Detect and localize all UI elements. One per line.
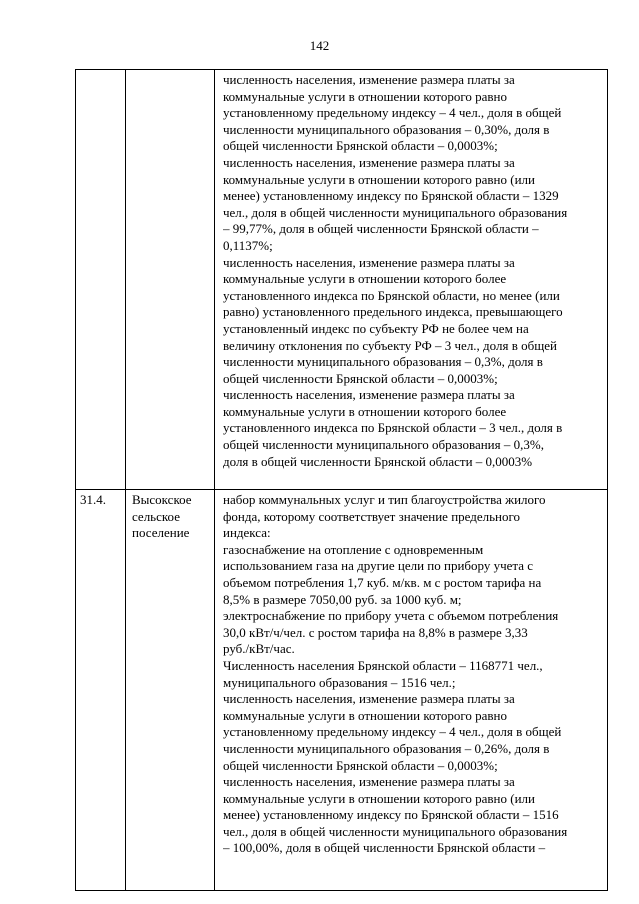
text-line: индекса: [223,525,271,541]
text-line: коммунальные услуги в отношении которого равно [223,88,508,104]
text-line: электроснабжение по прибору учета с объемом потребления [223,608,559,624]
text-line: коммунальные услуги в отношении которого более [223,271,507,287]
text-line: общей численности муниципального образования – 0,3%, [223,437,544,453]
text-line: равно) установленного предельного индекса, превышающего [223,304,563,320]
text-line: фонда, которому соответствует значение предельного [223,508,521,524]
text-line: коммунальные услуги в отношении которого равно [223,707,508,723]
text-line: газоснабжение на отопление с одновременным [223,541,484,557]
row-number-cell [76,70,126,490]
text-line: величину отклонения по субъекту РФ – 3 чел., доля в общей [223,337,557,353]
text-line: муниципального образования – 1516 чел.; [223,674,456,690]
text-line: численность населения, изменение размера платы за [223,691,515,707]
name-line: сельское [132,508,180,524]
row-number-cell: 31.4. [76,490,126,891]
text-line: установленному предельному индексу – 4 чел., доля в общей [223,105,562,121]
text-line: численности муниципального образования – 0,3%, доля в [223,354,543,370]
text-line: численности муниципального образования – 0,26%, доля в [223,740,550,756]
text-line: коммунальные услуги в отношении которого равно (или [223,171,535,187]
text-line: – 100,00%, доля в общей численности Брянской области – [223,840,546,856]
name-line: поселение [132,525,190,541]
text-line: 30,0 кВт/ч/чел. с ростом тарифа на 8,8% в размере 3,33 [223,624,528,640]
text-line: численность населения, изменение размера платы за [223,387,515,403]
text-line: объемом потребления 1,7 куб. м/кв. м с ростом тарифа на [223,574,542,590]
text-line: численность населения, изменение размера платы за [223,254,515,270]
text-line: Численность населения Брянской области – 1168771 чел., [223,657,543,673]
text-line: – 99,77%, доля в общей численности Брянской области – [223,221,539,237]
text-line: общей численности Брянской области – 0,0003%; [223,370,498,386]
table-row [76,490,608,891]
text-line: менее) установленному индексу по Брянской области – 1329 [223,188,559,204]
settlement-name-cell [126,490,215,891]
text-line: чел., доля в общей численности муниципального образования [223,823,568,839]
text-line: установленный индекс по субъекту РФ не более чем на [223,320,529,336]
text-line: общей численности Брянской области – 0,0003%; [223,138,498,154]
table-row [76,70,608,490]
text-line: менее) установленному индексу по Брянской области – 1516 [223,807,559,823]
text-line: установленного индекса по Брянской области – 3 чел., доля в [223,420,563,436]
text-line: чел., доля в общей численности муниципального образования [223,204,568,220]
document-table [75,69,608,891]
text-line: установленного индекса по Брянской области, но менее (или [223,287,560,303]
name-line: Высокское [132,492,192,507]
description-cell [215,490,608,891]
text-line: коммунальные услуги в отношении которого более [223,403,507,419]
text-line: набор коммунальных услуг и тип благоустройства жилого [223,492,546,507]
text-line: установленному предельному индексу – 4 чел., доля в общей [223,724,562,740]
page-number: 142 [309,38,330,53]
text-line: численности муниципального образования – 0,30%, доля в [223,121,550,137]
text-line: 8,5% в размере 7050,00 руб. за 1000 куб. м; [223,591,462,607]
text-line: численность населения, изменение размера платы за [223,72,515,87]
text-line: общей численности Брянской области – 0,0003%; [223,757,498,773]
text-line: руб./кВт/час. [223,641,295,657]
text-line: численность населения, изменение размера платы за [223,774,515,790]
description-cell [215,70,608,490]
text-line: 0,1137%; [223,237,273,253]
text-line: использованием газа на другие цели по прибору учета с [223,558,534,574]
text-line: коммунальные услуги в отношении которого равно (или [223,790,535,806]
text-line: доля в общей численности Брянской области – 0,0003% [223,453,533,469]
settlement-name-cell [126,70,215,490]
text-line: численность населения, изменение размера платы за [223,154,515,170]
